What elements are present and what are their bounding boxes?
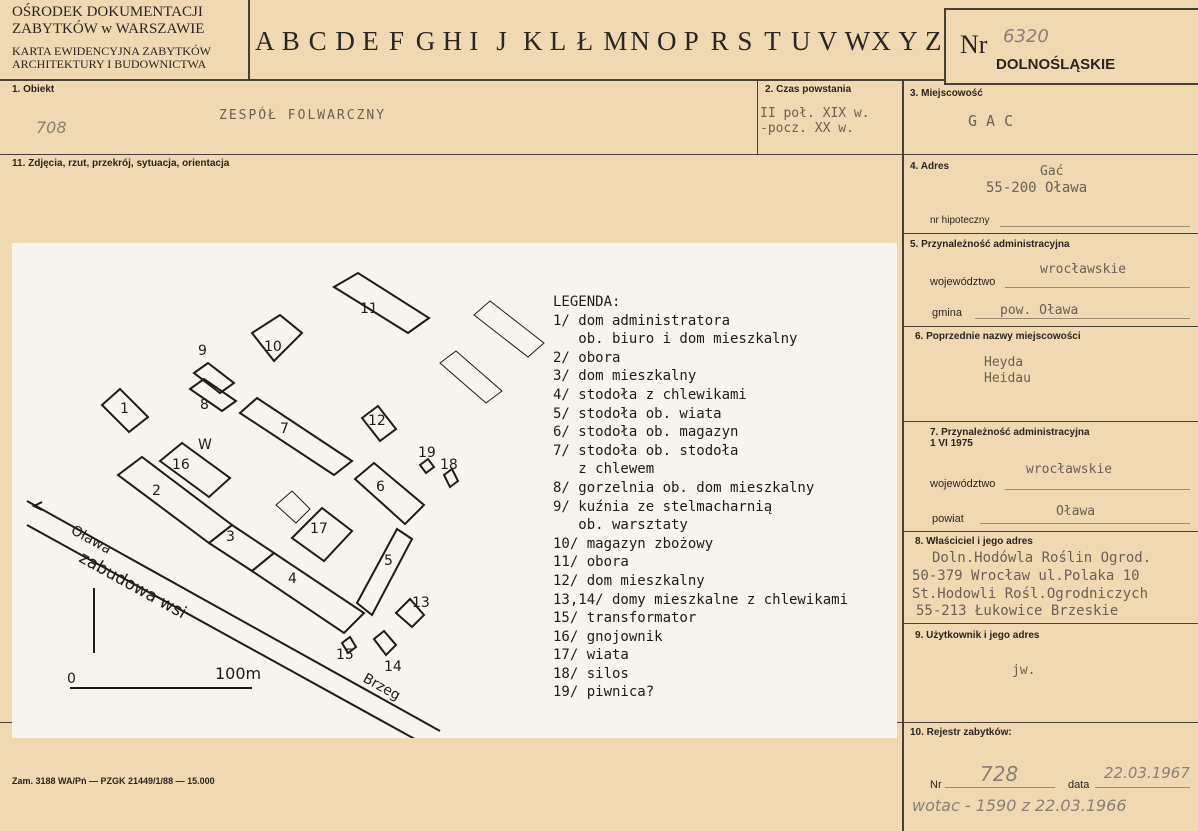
road-label-brzeg: Brzeg <box>360 670 403 704</box>
r-sep-4 <box>903 421 1198 422</box>
card-title-line-1: KARTA EWIDENCYJNA ZABYTKÓW <box>12 44 211 58</box>
rejestr-nr-line <box>945 787 1055 788</box>
plan-number-13: 13 <box>412 595 430 611</box>
poprzednie-label: 6. Poprzednie nazwy miejscowości <box>915 331 1081 342</box>
index-letter: M <box>603 26 628 56</box>
plan-number-14: 14 <box>384 659 402 675</box>
scale-label-start: 0 <box>67 671 76 687</box>
obiekt-value: ZESPÓŁ FOLWARCZNY <box>219 108 387 123</box>
r-sep-6 <box>903 623 1198 624</box>
plan-number-3: 3 <box>226 529 235 545</box>
index-letter: A <box>255 26 275 56</box>
building-9 <box>194 363 234 393</box>
building-4 <box>252 553 364 633</box>
legend-item: 11/ obora <box>553 554 629 571</box>
legend-item: ob. warsztaty <box>553 517 688 534</box>
nr-box-top <box>944 8 1198 10</box>
wojewodztwo-value: wrocławskie <box>1040 262 1127 277</box>
building-7 <box>240 398 352 475</box>
legend-item: ob. biuro i dom mieszkalny <box>553 331 798 348</box>
rejestr-data-line <box>1095 787 1190 788</box>
index-letter: G <box>415 26 436 56</box>
wojewodztwo-label: województwo <box>930 276 996 288</box>
miejscowosc-label: 3. Miejscowość <box>910 88 983 99</box>
legend-item: 8/ gorzelnia ob. dom mieszkalny <box>553 479 815 496</box>
wojewodztwo2-line <box>1005 489 1190 490</box>
legend-item: 1/ dom administratora <box>553 312 731 329</box>
legend-item: 6/ stodoła ob. magazyn <box>553 424 739 441</box>
plan-number-10: 10 <box>264 339 282 355</box>
legend-item: 15/ transformator <box>553 610 697 627</box>
przynaleznosc-label: 5. Przynależność administracyjna <box>910 239 1070 250</box>
index-letter: T <box>764 26 781 56</box>
wojewodztwo2-value: wrocławskie <box>1026 462 1113 477</box>
index-letter: R <box>710 26 729 56</box>
org-line-2: ZABYTKÓW w WARSZAWIE <box>12 21 205 37</box>
index-letter: V <box>817 26 838 56</box>
plan-number-8: 8 <box>200 397 209 413</box>
building-5 <box>357 529 412 615</box>
powiat-value: Oława <box>1056 504 1096 519</box>
nr-label: Nr <box>960 30 988 59</box>
przynaleznosc2-label-2: 1 VI 1975 <box>930 438 973 449</box>
legend-item: 3/ dom mieszkalny <box>553 368 697 385</box>
rejestr-label: 10. Rejestr zabytków: <box>910 727 1012 738</box>
legend-item: z chlewem <box>553 461 655 478</box>
index-letter: X <box>871 26 891 56</box>
plan-number-16: 16 <box>172 457 190 473</box>
building-11 <box>334 273 429 333</box>
plan-number-4: 4 <box>288 571 297 587</box>
index-letter: L <box>549 26 567 56</box>
rejestr-data-label: data <box>1068 779 1090 791</box>
building-8 <box>190 379 236 411</box>
r-sep-5 <box>903 531 1198 532</box>
plan-number-15: 15 <box>336 647 354 663</box>
powiat-label: powiat <box>932 513 964 525</box>
plan-number-18: 18 <box>440 457 458 473</box>
obiekt-label: 1. Obiekt <box>12 84 55 95</box>
index-letter: F <box>389 26 405 56</box>
nr-box-bottom <box>944 83 1198 85</box>
wojewodztwo2-label: województwo <box>930 478 996 490</box>
outline-building-b <box>440 351 502 403</box>
wlasciciel-line-1: Doln.Hodówla Roślin Ogrod. <box>932 550 1152 566</box>
legend-item: 12/ dom mieszkalny <box>553 572 705 589</box>
miejscowosc-value: G A C <box>968 112 1014 130</box>
wojewodztwo-line <box>1005 287 1190 288</box>
index-letter: I <box>469 26 479 56</box>
powiat-line <box>980 523 1190 524</box>
index-letter: Z <box>925 26 942 56</box>
region-label: DOLNOŚLĄSKIE <box>996 56 1116 73</box>
plan-number-7: 7 <box>280 421 289 437</box>
col-right-left <box>902 80 904 831</box>
wlasciciel-line-3: St.Hodowli Rośl.Ogrodniczych <box>912 586 1149 602</box>
outline-building-c <box>276 491 310 523</box>
plan-number-19: 19 <box>418 445 436 461</box>
rejestr-nr-value: 728 <box>980 762 1019 786</box>
org-line-1: OŚRODEK DOKUMENTACJI <box>12 4 203 20</box>
plan-number-2: 2 <box>152 483 161 499</box>
building-14 <box>374 631 396 655</box>
scale-label-end: 100m <box>215 664 262 683</box>
index-letter: J <box>496 26 507 56</box>
building-6 <box>355 463 424 524</box>
r-sep-1 <box>903 154 1198 155</box>
index-letter: U <box>791 26 811 56</box>
index-letter: O <box>657 26 677 56</box>
index-letter: D <box>335 26 355 56</box>
index-letter: K <box>523 26 543 56</box>
legend-item: 2/ obora <box>553 349 621 366</box>
legend-item: 18/ silos <box>553 665 629 682</box>
legend-item: 17/ wiata <box>553 647 629 664</box>
rejestr-data-value: 22.03.1967 <box>1104 764 1190 782</box>
col-czas-left <box>757 80 758 155</box>
plan-number-w: W <box>198 437 212 453</box>
footer-print-info: Zam. 3188 WA/Pń — PZGK 21449/1/88 — 15.000 <box>12 776 215 786</box>
adres-line-2: 55-200 Oława <box>986 180 1088 196</box>
gmina-line <box>975 318 1190 319</box>
plan-number-9: 9 <box>198 343 207 359</box>
legend-item: 19/ piwnica? <box>553 684 655 701</box>
plan-number-5: 5 <box>384 553 393 569</box>
hipoteczny-line <box>1000 226 1190 227</box>
index-letter: B <box>281 26 300 56</box>
index-letter: N <box>630 26 650 56</box>
header-bottom-line <box>0 79 944 81</box>
index-letter: P <box>683 26 699 56</box>
site-plan-photo <box>12 243 897 738</box>
czas-line-2: -pocz. XX w. <box>760 121 854 136</box>
card-title-line-2: ARCHITEKTURY I BUDOWNICTWA <box>12 57 207 71</box>
nr-value: 6320 <box>1003 26 1049 47</box>
poprzednie-line-1: Heyda <box>984 355 1024 370</box>
plan-number-17: 17 <box>310 521 328 537</box>
index-letter: Y <box>898 26 918 56</box>
czas-line-1: II poł. XIX w. <box>760 106 870 121</box>
wlasciciel-label: 8. Właściciel i jego adres <box>915 536 1033 547</box>
row1-bottom <box>0 154 902 155</box>
plan-number-11: 11 <box>360 301 378 317</box>
nr-box-left <box>944 8 946 84</box>
plan-labels <box>67 301 458 704</box>
header-divider <box>248 0 250 80</box>
obiekt-hand-note: 708 <box>36 118 67 137</box>
building-19 <box>420 459 434 473</box>
legend-item: 10/ magazyn zbożowy <box>553 535 714 552</box>
legend-item: 4/ stodoła z chlewikami <box>553 386 747 403</box>
przynaleznosc2-label-1: 7. Przynależność administracyjna <box>930 427 1090 438</box>
legend-item: 16/ gnojownik <box>553 628 663 645</box>
gmina-value: pow. Oława <box>1000 303 1079 318</box>
gmina-label: gmina <box>932 307 962 319</box>
adres-line-1: Gać <box>1040 164 1064 179</box>
legend-item: 7/ stodoła ob. stodoła <box>553 442 739 459</box>
poprzednie-line-2: Heidau <box>984 371 1031 386</box>
index-letter: Ł <box>576 26 594 56</box>
building-16 <box>160 443 230 497</box>
index-letter: C <box>308 26 327 56</box>
legend-title: LEGENDA: <box>553 294 621 310</box>
hipoteczny-label: nr hipoteczny <box>930 215 990 226</box>
wlasciciel-line-2: 50-379 Wrocław ul.Polaka 10 <box>912 568 1140 584</box>
village-label: zabudowa wsi <box>75 547 190 624</box>
index-letter: W <box>844 26 871 56</box>
legend <box>553 293 848 702</box>
plan-number-12: 12 <box>368 413 386 429</box>
uzytkownik-value: jw. <box>1012 663 1036 678</box>
adres-label: 4. Adres <box>910 161 950 172</box>
rejestr-nr-label: Nr <box>930 779 942 791</box>
czas-label: 2. Czas powstania <box>765 84 852 95</box>
wlasciciel-line-4: 55-213 Łukowice Brzeskie <box>916 603 1119 619</box>
index-letter: E <box>362 26 379 56</box>
r-sep-2 <box>903 233 1198 234</box>
uzytkownik-label: 9. Użytkownik i jego adres <box>915 630 1040 641</box>
plan-number-6: 6 <box>376 479 385 495</box>
legend-item: 9/ kuźnia ze stelmacharnią <box>553 498 773 515</box>
r-sep-3 <box>903 326 1198 327</box>
building-3 <box>209 525 274 571</box>
index-letter: S <box>737 26 753 56</box>
zdjecia-label: 11. Zdjęcia, rzut, przekrój, sytuacja, orientacja <box>12 158 230 169</box>
outline-building-a <box>474 301 544 357</box>
legend-item: 13,14/ domy mieszkalne z chlewikami <box>553 591 849 608</box>
legend-item: 5/ stodoła ob. wiata <box>553 405 722 422</box>
legend-items <box>553 312 848 702</box>
road-label-olawa: Oława <box>68 522 114 558</box>
plan-number-1: 1 <box>120 401 129 417</box>
rejestr-hand-bottom: wotac - 1590 z 22.03.1966 <box>912 796 1127 815</box>
index-letter: H <box>442 26 463 56</box>
